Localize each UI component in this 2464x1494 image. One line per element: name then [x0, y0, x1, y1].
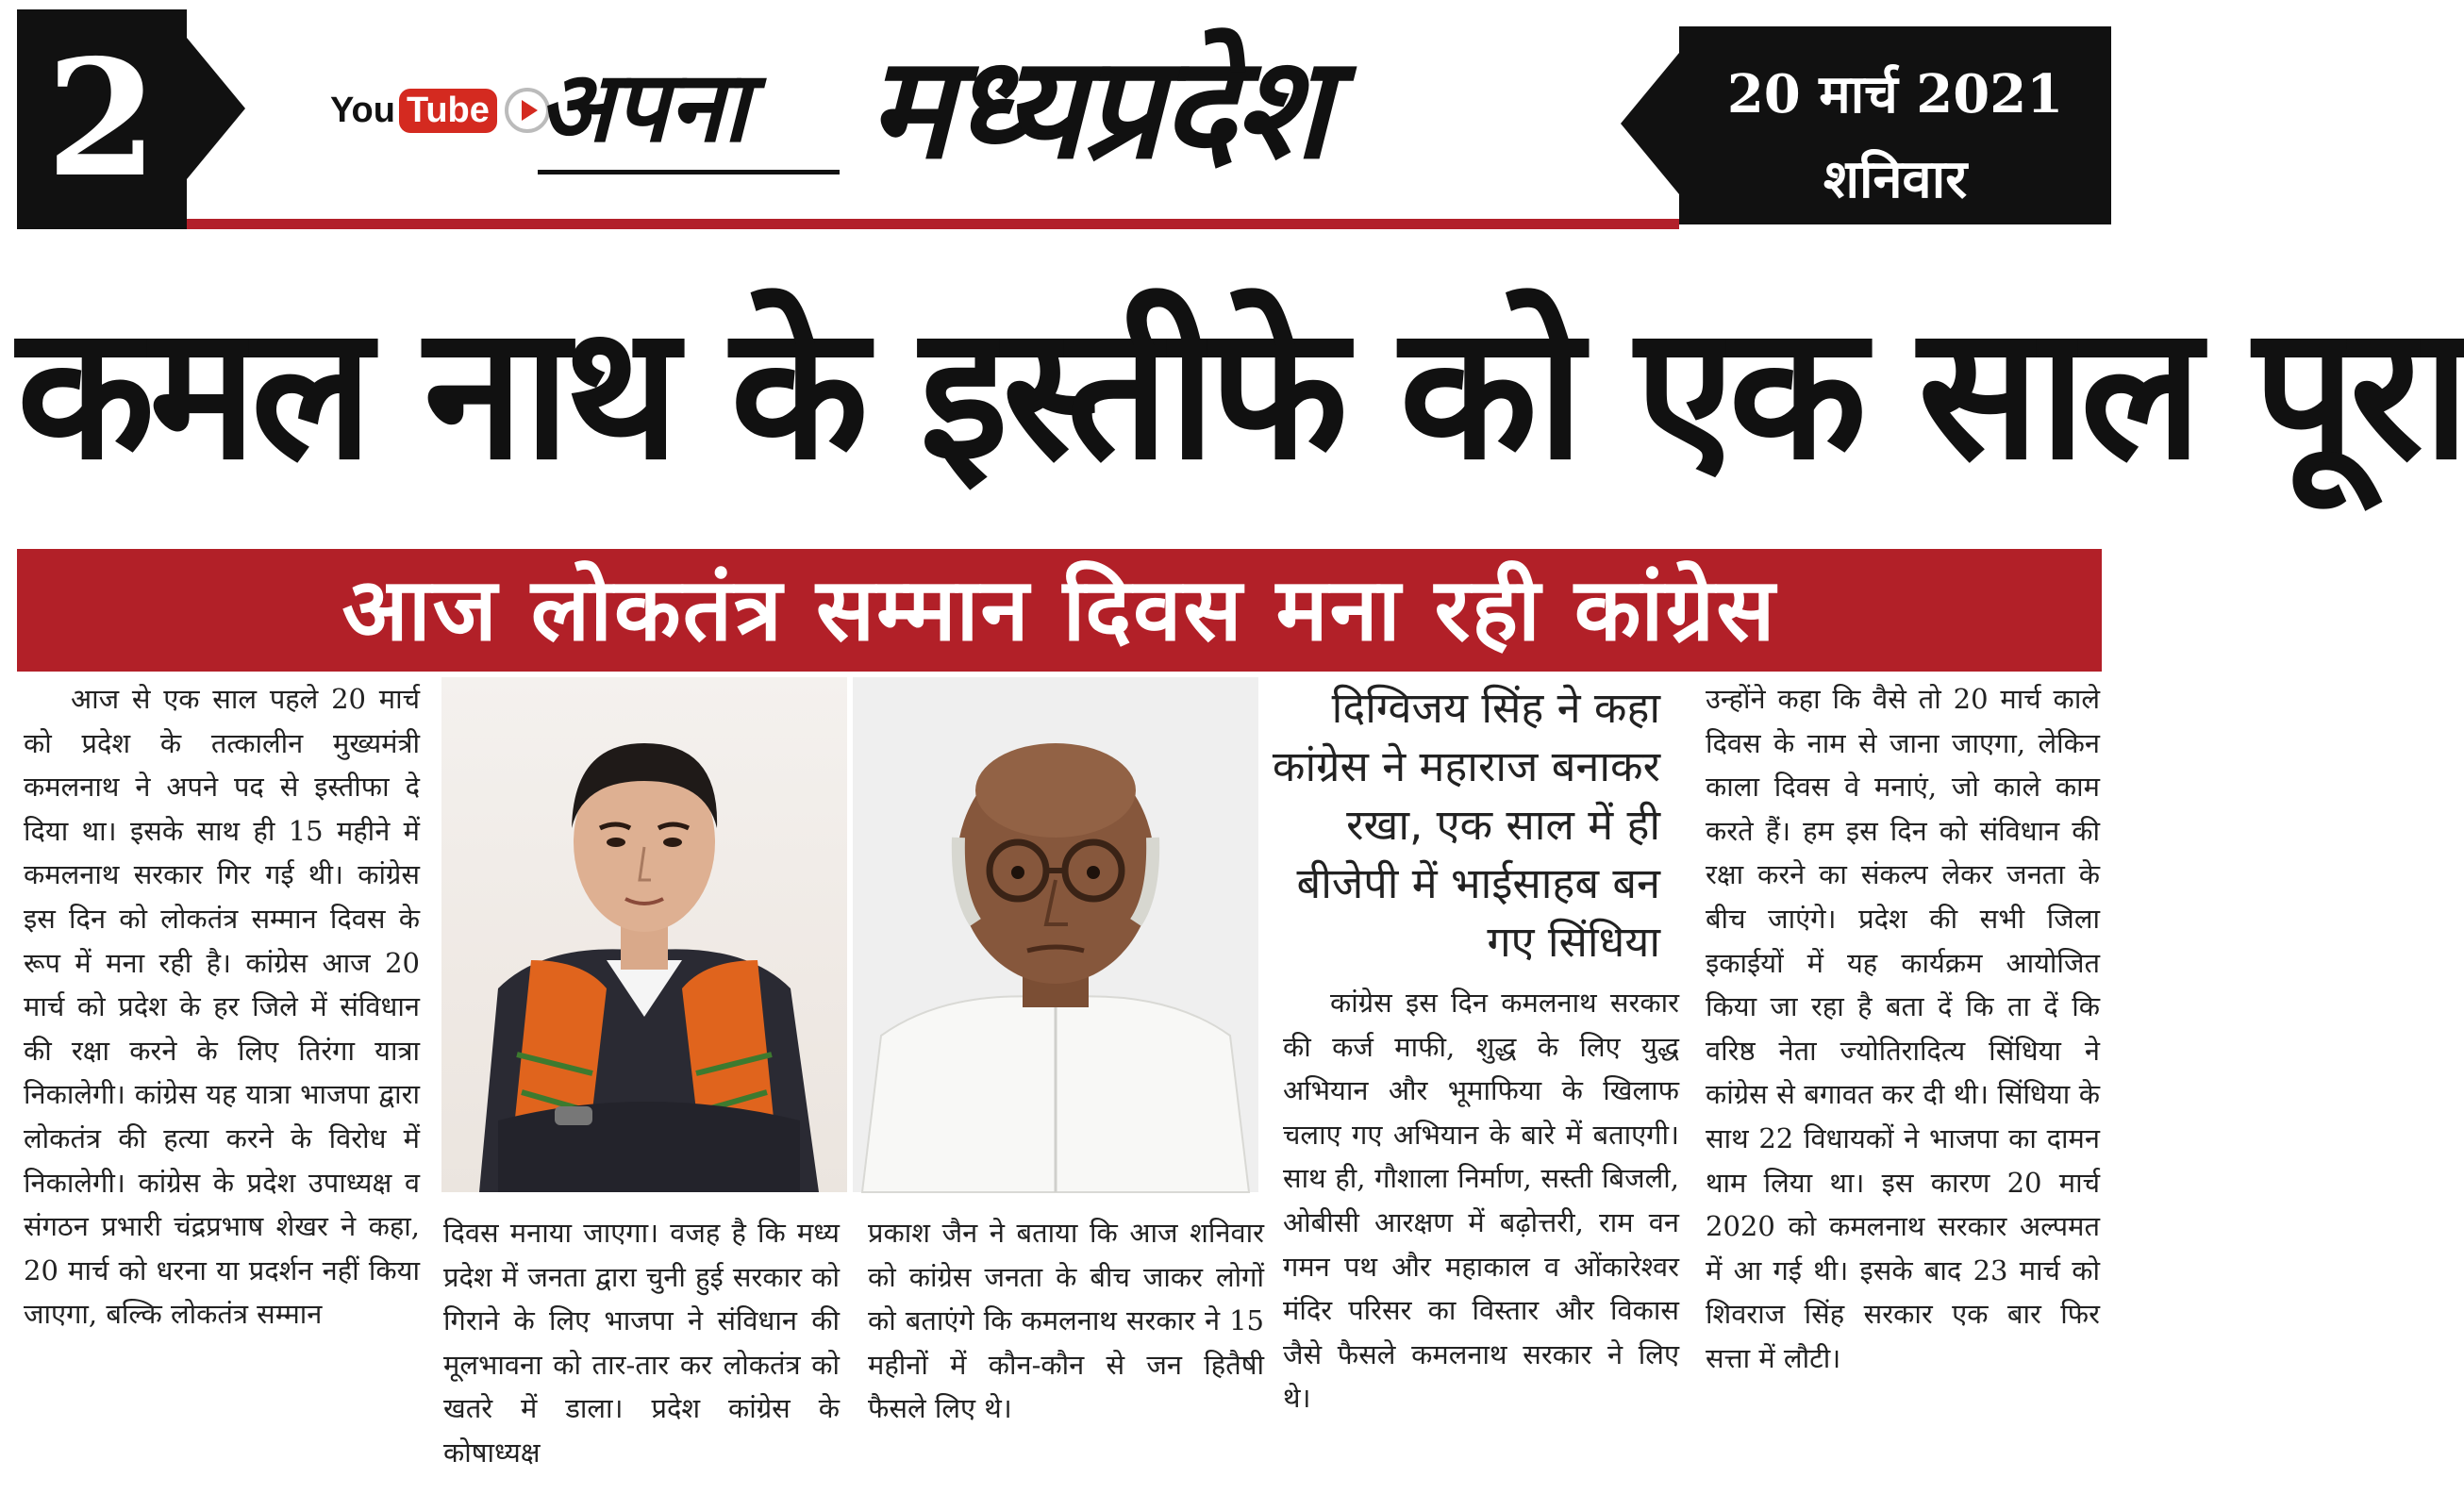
masthead-title-part2: मध्यप्रदेश	[868, 26, 1329, 191]
photo-politician-digvijaya	[853, 677, 1258, 1192]
youtube-logo[interactable]	[330, 81, 550, 140]
date-box-arrow	[1621, 53, 1679, 194]
pull-quote: दिग्विजय सिंह ने कहा कांग्रेस ने महाराज बनाकर रखा, एक साल में ही बीजेपी में भाईसाहब बन गए सिंधिया	[1272, 683, 1660, 967]
masthead-title-part1: अपना	[538, 49, 749, 164]
youtube-logo-you: You	[330, 90, 395, 130]
youtube-logo-tube: Tube	[399, 89, 497, 133]
article-column-4: कांग्रेस इस दिन कमलनाथ सरकार की कर्ज माफी, शुद्ध के लिए युद्ध अभियान और भूमाफिया के खिलाफ चलाए गए अभियान के बारे में बताएगी। साथ ही, गौशाला निर्माण, सस्ती बिजली, ओबीसी आरक्षण में बढ़ोत्तरी, राम वन गमन पथ और महाकाल व ओंकारेश्वर मंदिर परिसर का विस्तार और विकास जैसे फैसले कमलनाथ सरकार ने लिए थे।	[1283, 987, 1679, 1415]
photo-politician-scindia	[441, 677, 847, 1192]
masthead-red-rule	[187, 219, 1679, 229]
article-column-3: प्रकाश जैन ने बताया कि आज शनिवार को कांग्रेस जनता के बीच जाकर लोगों को बताएंगे कि कमलनाथ सरकार ने 15 महीनों में कौन-कौन से जन हितैषी फैसले लिए थे।	[868, 1217, 1264, 1425]
page-number: 2	[45, 25, 158, 213]
article-column-2: दिवस मनाया जाएगा। वजह है कि मध्य प्रदेश में जनता द्वारा चुनी हुई सरकार को गिराने के लिए भाजपा ने संविधान की मूलभावना को तार-तार कर लोकतंत्र को खतरे में डाला। प्रदेश कांग्रेस के कोषाध्यक्ष	[443, 1217, 840, 1469]
article-column-1: आज से एक साल पहले 20 मार्च को प्रदेश के तत्कालीन मुख्यमंत्री कमलनाथ ने अपने पद से इस्तीफा दे दिया था। इसके साथ ही 15 महीने में कमलनाथ सरकार गिर गई थी। कांग्रेस इस दिन को लोकतंत्र सम्मान दिवस के रूप में मना रही है। कांग्रेस आज 20 मार्च को प्रदेश के हर जिले में संविधान की रक्षा करने के लिए तिरंगा यात्रा निकालेगी। कांग्रेस यह यात्रा भाजपा द्वारा लोकतंत्र की हत्या करने के विरोध में निकालेगी। कांग्रेस के प्रदेश उपाध्यक्ष व संगठन प्रभारी चंद्रप्रभाष शेखर ने कहा, 20 मार्च को धरना या प्रदर्शन नहीं किया जाएगा, बल्कि लोकतंत्र सम्मान	[24, 683, 420, 1331]
page-number-arrow	[187, 38, 245, 179]
masthead-underline	[538, 170, 840, 174]
article-column-5: उन्होंने कहा कि वैसे तो 20 मार्च काले दिवस के नाम से जाना जाएगा, लेकिन काला दिवस वे मनाएं, जो काले काम करते हैं। हम इस दिन को संविधान की रक्षा करने का संकल्प लेकर जनता के बीच जाएंगे। प्रदेश की सभी जिला इकाईयों में यह कार्यक्रम आयोजित किया जा रहा है बता दें कि ता दें कि वरिष्ठ नेता ज्योतिरादित्य सिंधिया ने कांग्रेस से बगावत कर दी थी। सिंधिया के साथ 22 विधायकों ने भाजपा का दामन थाम लिया था। इस कारण 20 मार्च 2020 को कमलनाथ सरकार अल्पमत में आ गई थी। इसके बाद 23 मार्च को शिवराज सिंह सरकार एक बार फिर सत्ता में लौटी।	[1706, 683, 2100, 1374]
issue-day: शनिवार	[1823, 148, 1968, 210]
subheadline: आज लोकतंत्र सम्मान दिवस मना रही कांग्रेस	[341, 559, 1777, 660]
issue-date: 20 मार्च 2021	[1726, 63, 2064, 125]
main-headline: कमल नाथ के इस्तीफे को एक साल पूरा	[17, 286, 2464, 501]
